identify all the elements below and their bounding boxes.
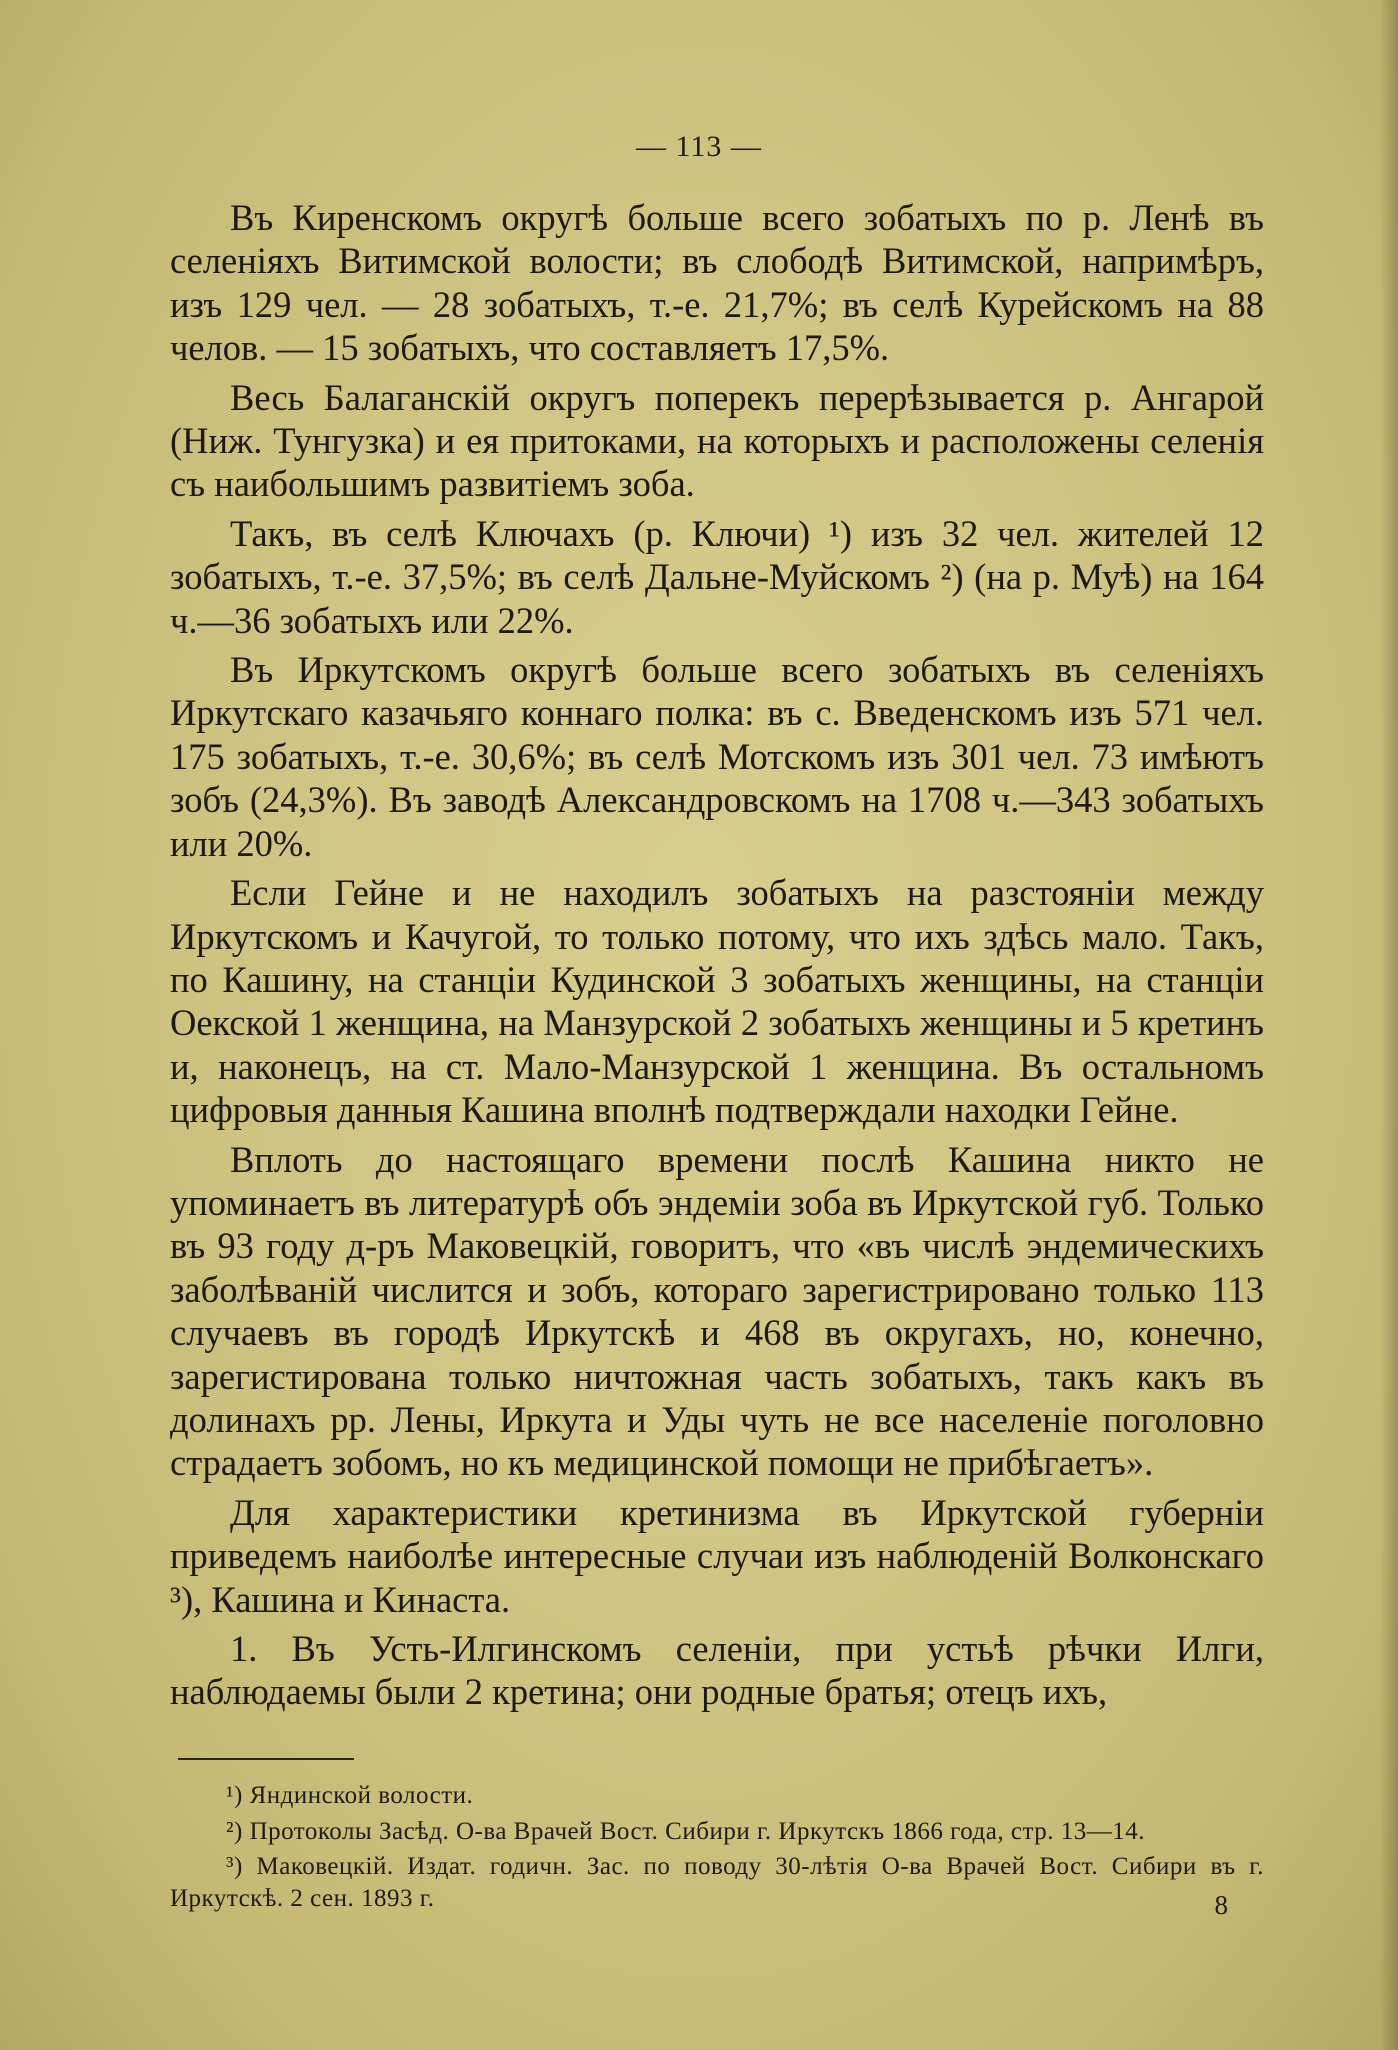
paragraph-balagansk: Весь Балаганскій округъ поперекъ перерѣзывается р. Ангарой (Ниж. Тунгузка) и ея притоками, на которыхъ и расположены селенія съ наибольшимъ развитіемъ зоба. — [170, 376, 1264, 505]
paragraph-klyuchi: Такъ, въ селѣ Ключахъ (р. Ключи) ¹) изъ 32 чел. жителей 12 зобатыхъ, т.-е. 37,5%; въ селѣ Дальне-Муйскомъ ²) (на р. Муѣ) на 164 ч.—36 зобатыхъ или 22%. — [170, 512, 1264, 641]
paragraph-cretinism-intro: Для характеристики кретинизма въ Иркутской губерніи приведемъ наиболѣе интересные случаи изъ наблюденій Волконскаго ³), Кашина и Кинаста. — [170, 1491, 1264, 1620]
signature-mark: 8 — [1214, 1890, 1228, 1920]
footnotes — [170, 1780, 1264, 1918]
footnote-divider — [178, 1758, 354, 1760]
paragraph-ust-ilga: 1. Въ Усть-Илгинскомъ селеніи, при устьѣ рѣчки Илги, наблюдаемы были 2 кретина; они родные братья; отецъ ихъ, — [170, 1628, 1264, 1713]
footnote-1: ¹) Яндинской волости. — [226, 1782, 474, 1809]
paragraph-irkutsk-okrug: Въ Иркутскомъ округѣ больше всего зобатыхъ въ селеніяхъ Иркутскаго казачьяго коннаго полка: въ с. Введенскомъ изъ 571 чел. 175 зобатыхъ, т.-е. 30,6%; въ селѣ Мотскомъ изъ 301 чел. 73 имѣютъ зобъ (24,3%). Въ заводѣ Александровскомъ на 1708 ч.—343 зобатыхъ или 20%. — [170, 649, 1264, 864]
footnote-3: ³) Маковецкій. Издат. годичн. Зас. по поводу 30-лѣтія О-ва Врачей Вост. Сибири въ г. Иркутскѣ. 2 сен. 1893 г. — [170, 1853, 1264, 1912]
page-number-header: — 113 — — [636, 130, 762, 163]
footnote-2: ²) Протоколы Засѣд. О-ва Врачей Вост. Сибири г. Иркутскъ 1866 года, стр. 13—14. — [226, 1817, 1145, 1845]
paragraph-heine: Если Гейне и не находилъ зобатыхъ на разстояніи между Иркутскомъ и Качугой, то только потому, что ихъ здѣсь мало. Такъ, по Кашину, на станціи Кудинской 3 зобатыхъ женщины, на станціи Оекской 1 женщина, на Манзурской 2 зобатыхъ женщины и 5 кретинъ и, наконецъ, на ст. Мало-Манзурской 1 женщина. Въ остальномъ цифровыя данныя Кашина вполнѣ подтверждали находки Гейне. — [170, 872, 1264, 1131]
paragraph-makovetsky: Вплоть до настоящаго времени послѣ Кашина никто не упоминаетъ въ литературѣ объ эндеміи зоба въ Иркутской губ. Только въ 93 году д-ръ Маковецкій, говоритъ, что «въ числѣ эндемическихъ заболѣваній числится и зобъ, котораго зарегистрировано только 113 случаевъ въ городѣ Иркутскѣ и 468 въ округахъ, но, конечно, зарегистирована только ничтожная часть зобатыхъ, такъ какъ въ долинахъ рр. Лены, Иркута и Уды чуть не все населеніе поголовно страдаетъ зобомъ, но къ медицинской помощи не прибѣгаетъ». — [170, 1138, 1264, 1484]
main-text — [170, 196, 1264, 1720]
paragraph-kirensk: Въ Киренскомъ округѣ больше всего зобатыхъ по р. Ленѣ въ селеніяхъ Витимской волости; въ слободѣ Витимской, напримѣръ, изъ 129 чел. — 28 зобатыхъ, т.-е. 21,7%; въ селѣ Курейскомъ на 88 челов. — 15 зобатыхъ, что составляетъ 17,5%. — [170, 197, 1264, 369]
